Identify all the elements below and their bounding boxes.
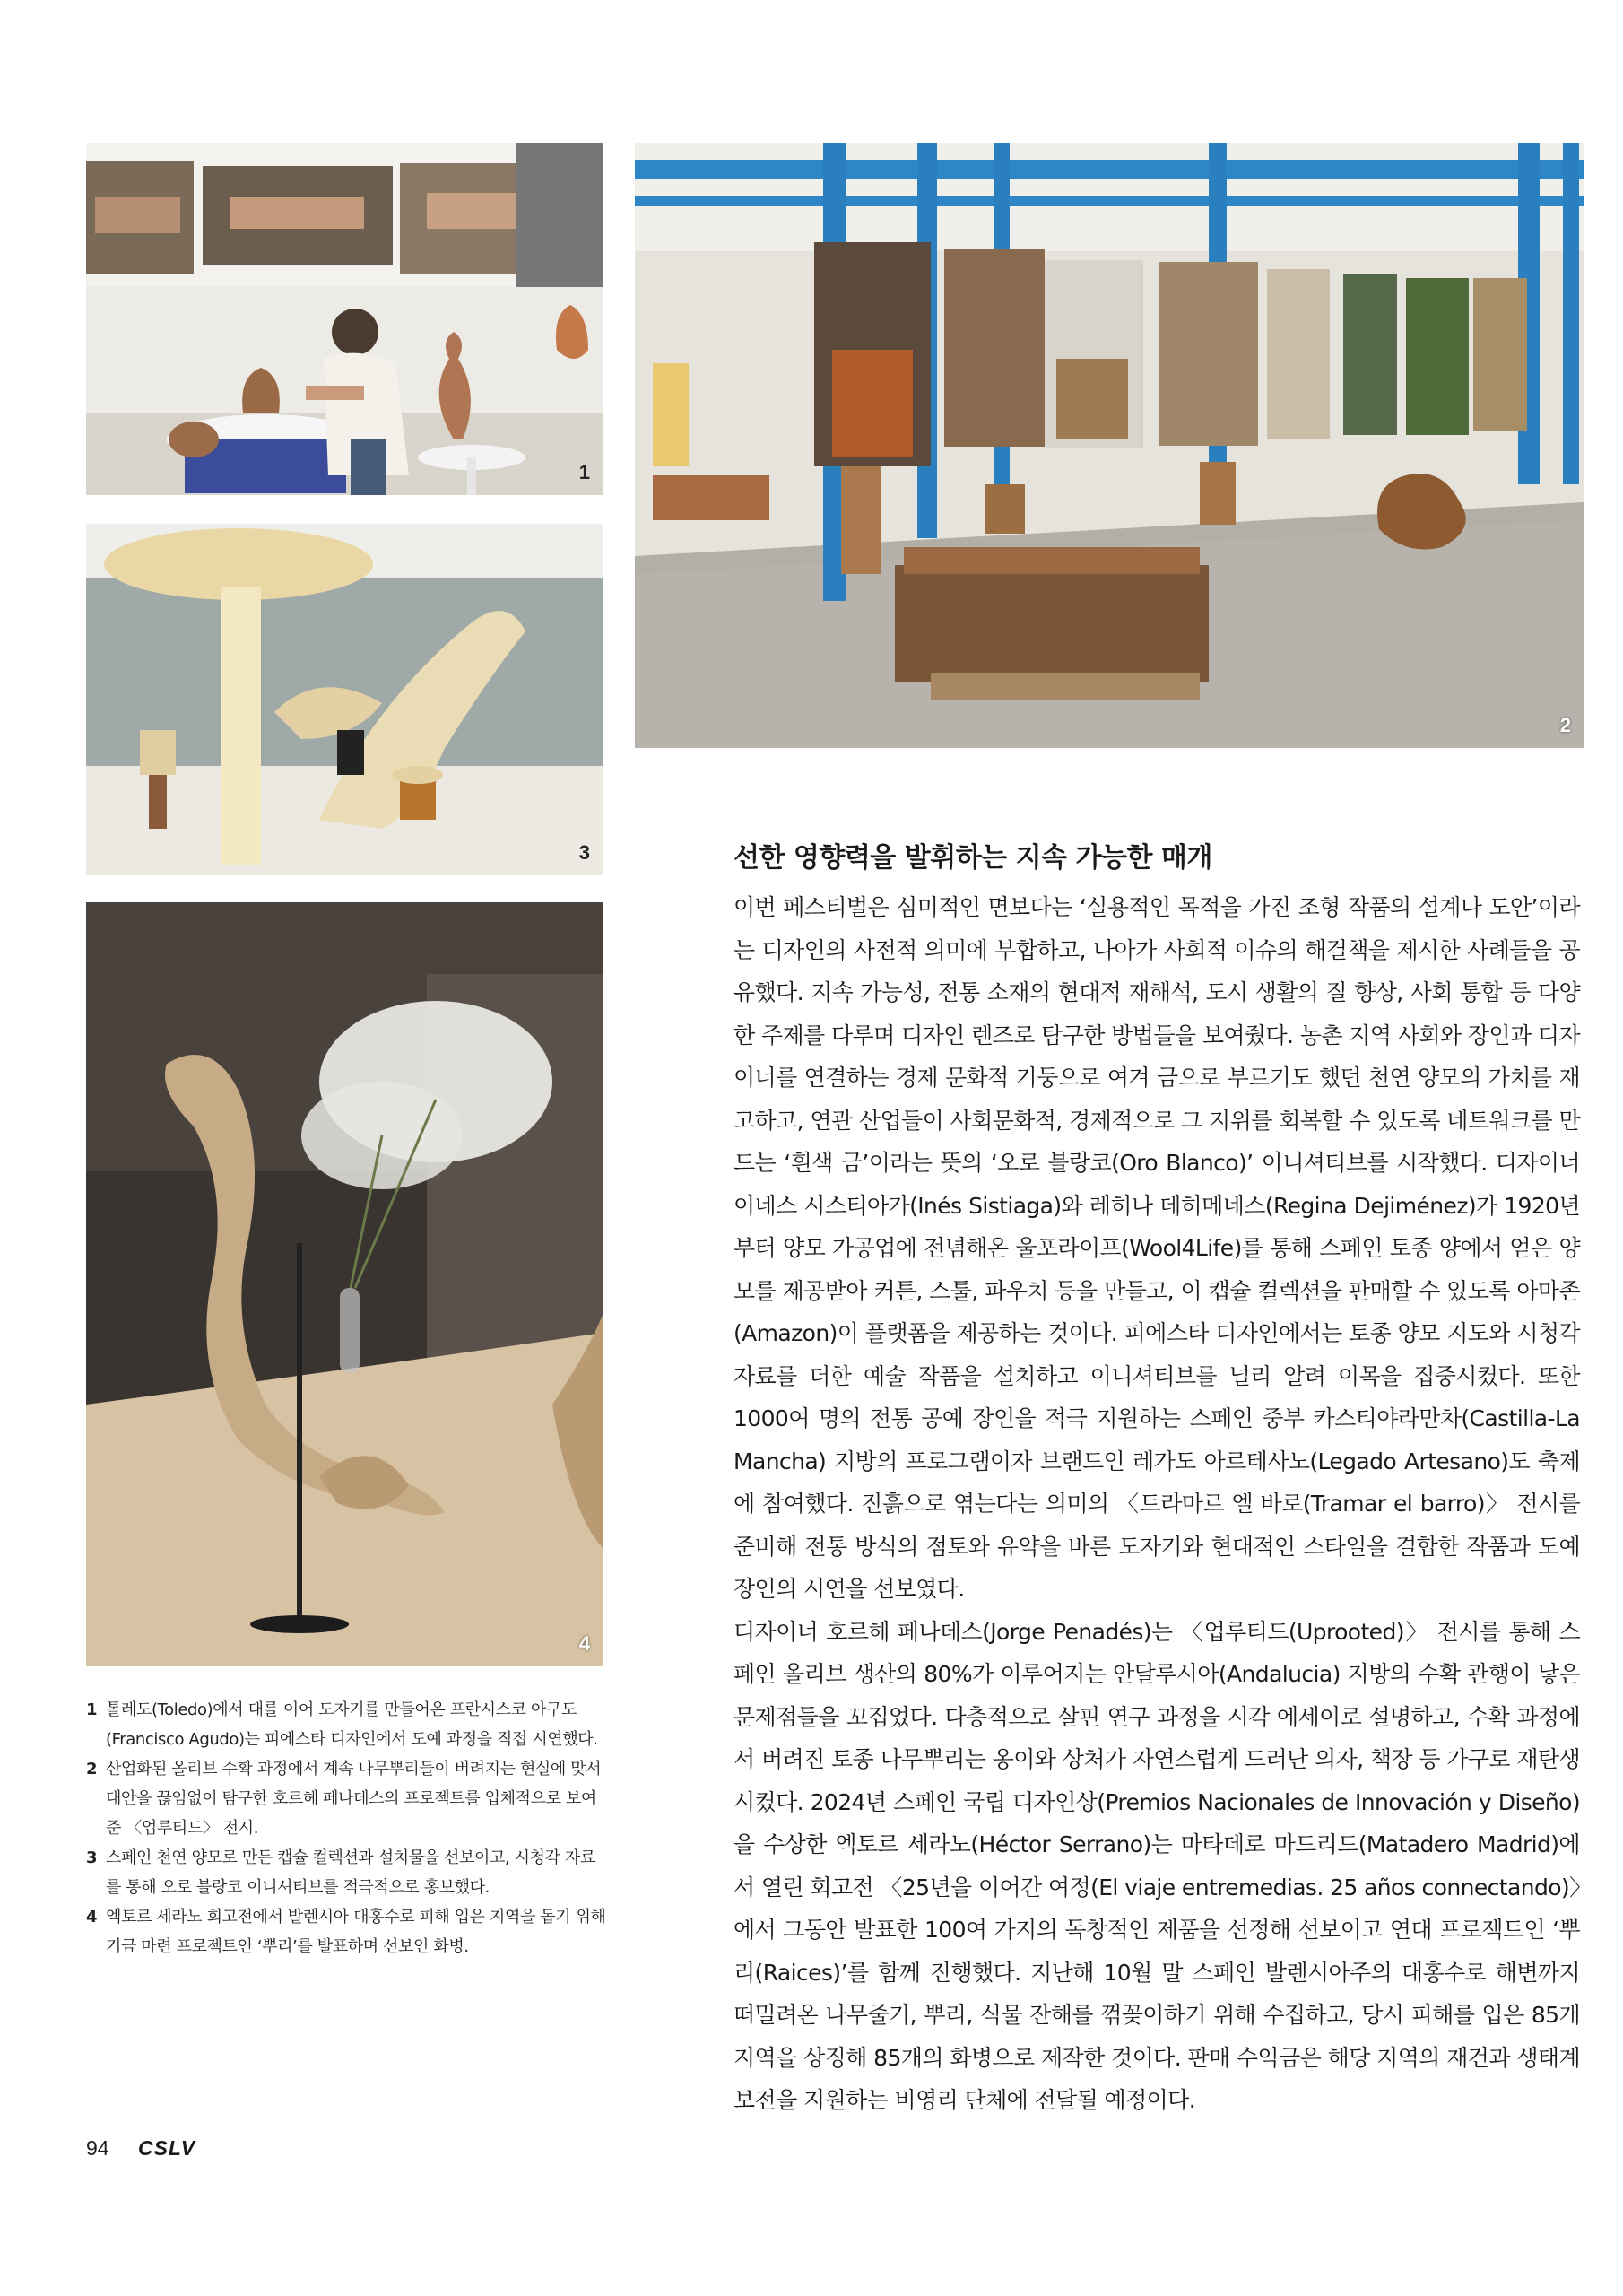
article-paragraph-1: 이번 페스티벌은 심미적인 면보다는 ‘실용적인 목적을 가진 조형 작품의 설계나 도안’이라는 디자인의 사전적 의미에 부합하고, 나아가 사회적 이슈의 해결책을 제시한 사례들을 공유했다. 지속 가능성, 전통 소재의 현대적 재해석, 도시 생활의 질 향상, 사회 통합 등 다양한 주제를 다루며 디자인 렌즈로 탐구한 방법들을 보여줬다. 농촌 지역 사회와 장인과 디자이너를 연결하는 경제 문화적 기둥으로 여겨 금으로 부르기도 했던 천연 양모의 가치를 재고하고, 연관 산업들이 사회문화적, 경제적으로 그 지위를 회복할 수 있도록 네트워크를 만드는 ‘흰색 금’이라는 뜻의 ‘오로 블랑코(Oro Blanco)’ 이니셔티브를 시작했다. 디자이너 이네스 시스티아가(Inés Sistiaga)와 레히나 데히메네스(Regina Dejiménez)가 1920년부터 양모 가공업에 전념해온 울포라이프(Wool4Life)를 통해 스페인 토종 양에서 얻은 양모를 제공받아 커튼, 스툴, 파우치 등을 만들고, 이 캡슐 컬렉션을 판매할 수 있도록 아마존(Amazon)이 플랫폼을 제공하는 것이다. 피에스타 디자인에서는 토종 양모 지도와 시청각 자료를 더한 예술 작품을 설치하고 이니셔티브를 널리 알려 이목을 집중시켰다. 또한 1000여 명의 전통 공예 장인을 적극 지원하는 스페인 중부 카스티야라만차(Castilla-La Mancha) 지방의 프로그램이자 브랜드인 레가도 아르테사노(Legado Artesano)도 축제에 참여했다. 진흙으로 엮는다는 의미의 〈트라마르 엘 바로(Tramar el barro)〉 전시를 준비해 전통 방식의 점토와 유약을 바른 도자기와 현대적인 스타일을 결합한 작품과 도예 장인의 시연을 선보였다. [733, 894, 1580, 1602]
caption-item [86, 1754, 606, 1843]
page-footer [86, 2136, 195, 2161]
photo-potter [86, 144, 603, 495]
caption-text: 스페인 천연 양모로 만든 캡슐 컬렉션과 설치물을 선보이고, 시청각 자료를 통해 오로 블랑코 이니셔티브를 적극적으로 홍보했다. [106, 1848, 595, 1897]
photo-number-label: 1 [578, 461, 590, 483]
caption-text: 엑토르 세라노 회고전에서 발렌시아 대홍수로 피해 입은 지역을 돕기 위해 기금 마련 프로젝트인 ‘뿌리’를 발표하며 선보인 화병. [106, 1908, 606, 1956]
caption-number: 3 [86, 1848, 98, 1867]
photo-root-vase [86, 902, 603, 1666]
photo-wool-installation [86, 524, 603, 875]
caption-number: 1 [86, 1700, 98, 1719]
photo-number-label: 3 [578, 841, 590, 864]
photo-number-label: 2 [1559, 714, 1571, 736]
caption-item [86, 1695, 606, 1754]
caption-number: 2 [86, 1760, 98, 1779]
article-body [733, 839, 1580, 2122]
caption-text: 톨레도(Toledo)에서 대를 이어 도자기를 만들어온 프란시스코 아구도(Francisco Agudo)는 피에스타 디자인에서 도예 과정을 직접 시연했다. [106, 1700, 598, 1749]
caption-item [86, 1902, 606, 1961]
photo-captions [86, 1695, 606, 1961]
caption-item [86, 1843, 606, 1902]
magazine-logo: CSLV [137, 2136, 196, 2160]
photo-gallery-blue-frames [635, 144, 1584, 748]
caption-number: 4 [86, 1908, 98, 1926]
article-heading: 선한 영향력을 발휘하는 지속 가능한 매개 [733, 842, 1212, 874]
article-paragraph-2: 디자이너 호르헤 페나데스(Jorge Penadés)는 〈업루티드(Uprooted)〉 전시를 통해 스페인 올리브 생산의 80%가 이루어지는 안달루시아(Andalucia) 지방의 수확 관행이 낳은 문제점들을 꼬집었다. 다층적으로 살핀 연구 과정을 시각 에세이로 설명하고, 수확 과정에서 버려진 토종 나무뿌리는 옹이와 상처가 자연스럽게 드러난 의자, 책장 등 가구로 재탄생시켰다. 2024년 스페인 국립 디자인상(Premios Nacionales de Innovación y Diseño)을 수상한 엑토르 세라노(Héctor Serrano)는 마타데로 마드리드(Matadero Madrid)에서 열린 회고전 〈25년을 이어간 여정(El viaje entremedias. 25 años connectando)〉에서 그동안 발표한 100여 가지의 독창적인 제품을 선정해 선보이고 연대 프로젝트인 ‘뿌리(Raices)’를 함께 진행했다. 지난해 10월 말 스페인 발렌시아주의 대홍수로 해변까지 떠밀려온 나무줄기, 뿌리, 식물 잔해를 꺾꽂이하기 위해 수집하고, 당시 피해를 입은 85개 지역을 상징해 85개의 화병으로 제작한 것이다. 판매 수익금은 해당 지역의 재건과 생태계 보전을 지원하는 비영리 단체에 전달될 예정이다. [733, 1618, 1580, 2113]
photo-number-label: 4 [578, 1632, 590, 1655]
page-number: 94 [86, 2136, 109, 2160]
caption-text: 산업화된 올리브 수확 과정에서 계속 나무뿌리들이 버려지는 현실에 맞서 대안을 끊임없이 탐구한 호르헤 페나데스의 프로젝트를 입체적으로 보여준 〈업루티드〉 전시. [106, 1760, 602, 1838]
